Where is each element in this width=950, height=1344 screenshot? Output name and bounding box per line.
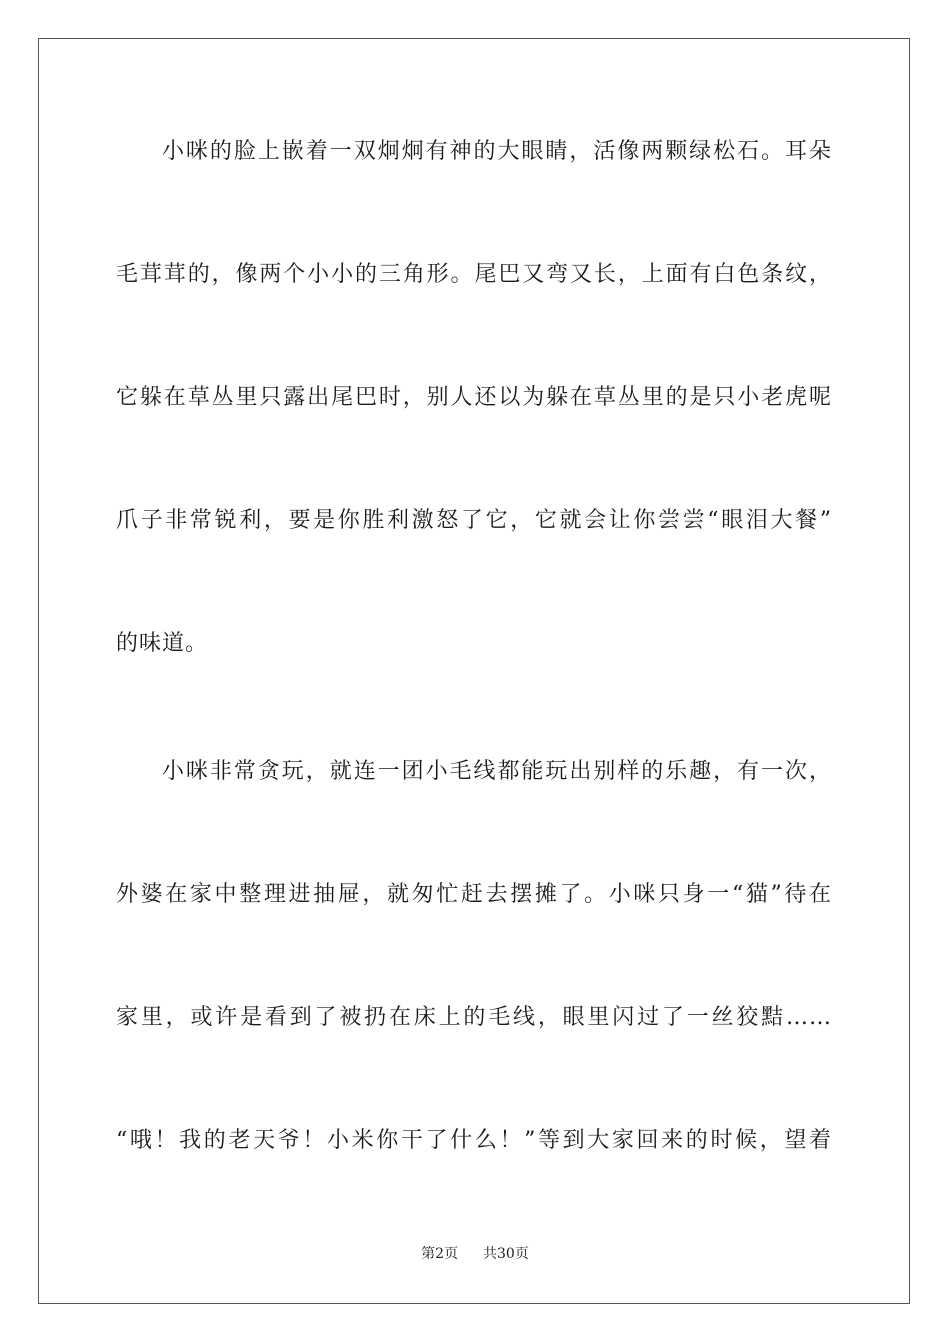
- page-border: [38, 38, 910, 1304]
- page-footer: [0, 1244, 950, 1264]
- paragraph-1-line-4: 爪子非常锐利，要是你胜利激怒了它，它就会让你尝尝“眼泪大餐”: [116, 508, 832, 533]
- paragraph-1-line-5: 的味道。: [116, 631, 209, 656]
- paragraph-1-line-2: 毛茸茸的，像两个小小的三角形。尾巴又弯又长，上面有白色条纹，: [116, 262, 832, 287]
- paragraph-1-line-3: 它躲在草丛里只露出尾巴时，别人还以为躲在草丛里的是只小老虎呢: [116, 385, 832, 410]
- paragraph-1-line-1: 小咪的脸上嵌着一双炯炯有神的大眼睛，活像两颗绿松石。耳朵: [162, 139, 832, 164]
- total-pages-label: 共30页: [483, 1246, 529, 1262]
- paragraph-2-line-3: 家里，或许是看到了被扔在床上的毛线，眼里闪过了一丝狡黠……: [116, 1005, 832, 1030]
- paragraph-2-line-2: 外婆在家中整理进抽屉，就匆忙赶去摆摊了。小咪只身一“猫”待在: [116, 882, 832, 907]
- current-page-label: 第2页: [421, 1246, 459, 1262]
- paragraph-2-line-4: “哦！我的老天爷！小米你干了什么！”等到大家回来的时候，望着: [116, 1128, 832, 1153]
- paragraph-2-line-1: 小咪非常贪玩，就连一团小毛线都能玩出别样的乐趣，有一次，: [162, 759, 832, 784]
